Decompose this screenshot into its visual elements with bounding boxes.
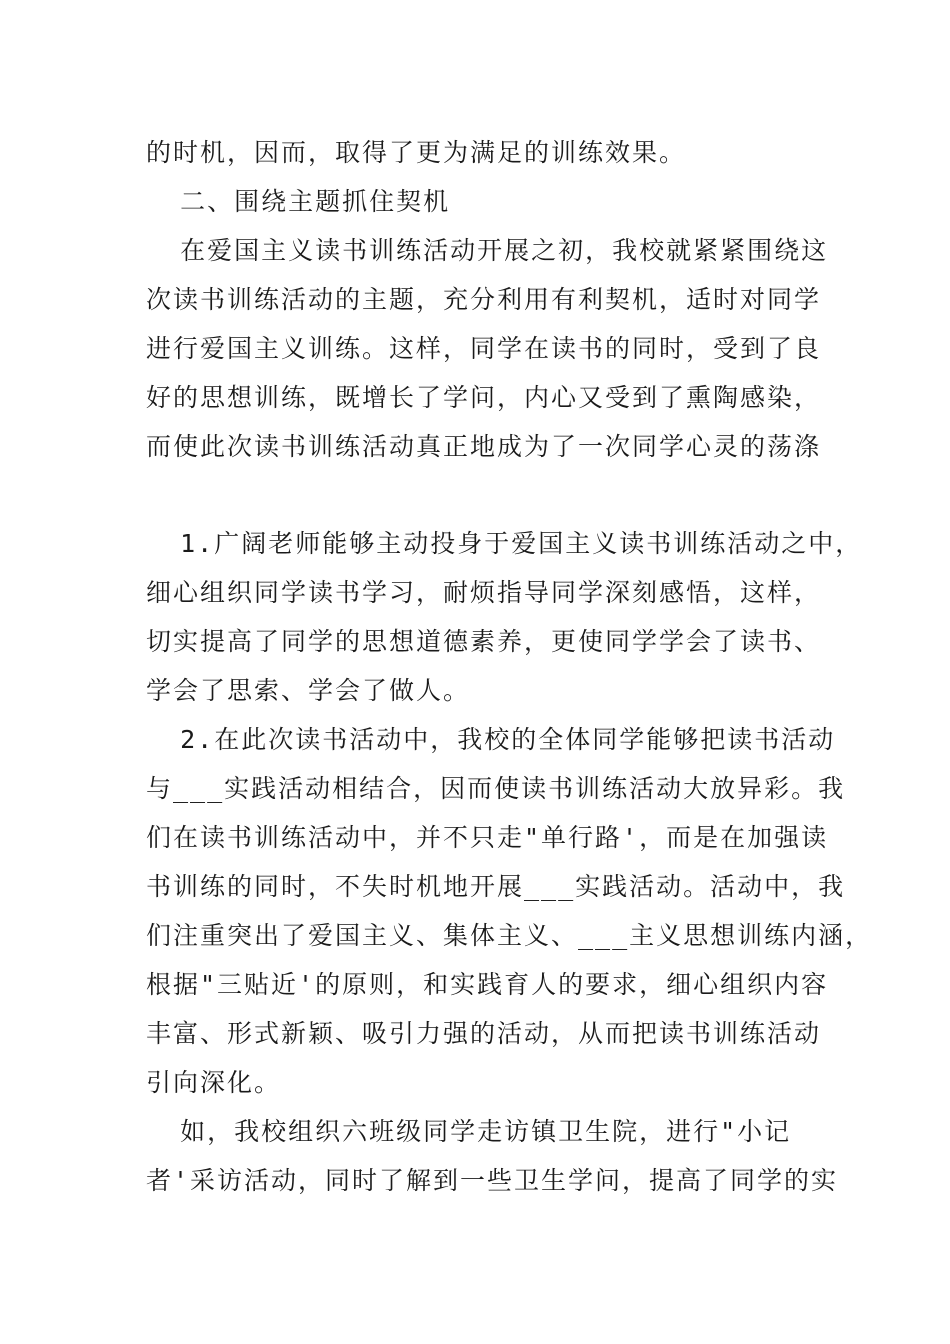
text-line: 如，我校组织六班级同学走访镇卫生院，进行"小记 [146, 1117, 792, 1146]
text-line: 2.在此次读书活动中，我校的全体同学能够把读书活动 [146, 725, 836, 754]
text-line: 切实提高了同学的思想道德素养，更使同学学会了读书、 [146, 627, 822, 656]
text-line: 学会了思索、学会了做人。 [146, 676, 471, 705]
text-line: 次读书训练活动的主题，充分利用有利契机，适时对同学 [146, 285, 822, 314]
text-line: 1.广阔老师能够主动投身于爱国主义读书训练活动之中， [146, 529, 863, 558]
text-line: 书训练的同时，不失时机地开展___实践活动。活动中，我 [146, 872, 846, 901]
text-line: 进行爱国主义训练。这样，同学在读书的同时，受到了良 [146, 334, 822, 363]
text-line: 根据"三贴近'的原则，和实践育人的要求，细心组织内容 [146, 970, 829, 999]
text-line: 引向深化。 [146, 1068, 282, 1097]
text-line: 们注重突出了爱国主义、集体主义、___主义思想训练内涵， [146, 921, 873, 950]
paragraph-gap [146, 471, 806, 519]
text-line: 细心组织同学读书学习，耐烦指导同学深刻感悟，这样， [146, 578, 822, 607]
text-line: 而使此次读书训练活动真正地成为了一次同学心灵的荡涤 [146, 432, 822, 461]
text-line: 好的思想训练，既增长了学问，内心又受到了熏陶感染， [146, 383, 822, 412]
text-line: 与___实践活动相结合，因而使读书训练活动大放异彩。我 [146, 774, 846, 803]
text-line: 者'采访活动，同时了解到一些卫生学问，提高了同学的实 [146, 1166, 839, 1195]
text-line: 在爱国主义读书训练活动开展之初，我校就紧紧围绕这 [146, 236, 829, 265]
body-text [146, 128, 873, 1205]
text-line: 们在读书训练活动中，并不只走"单行路'，而是在加强读 [146, 823, 829, 852]
section-heading: 二、围绕主题抓住契机 [146, 187, 451, 216]
text-line: 丰富、形式新颖、吸引力强的活动，从而把读书训练活动 [146, 1019, 822, 1048]
text-line: 的时机，因而，取得了更为满足的训练效果。 [146, 138, 687, 167]
